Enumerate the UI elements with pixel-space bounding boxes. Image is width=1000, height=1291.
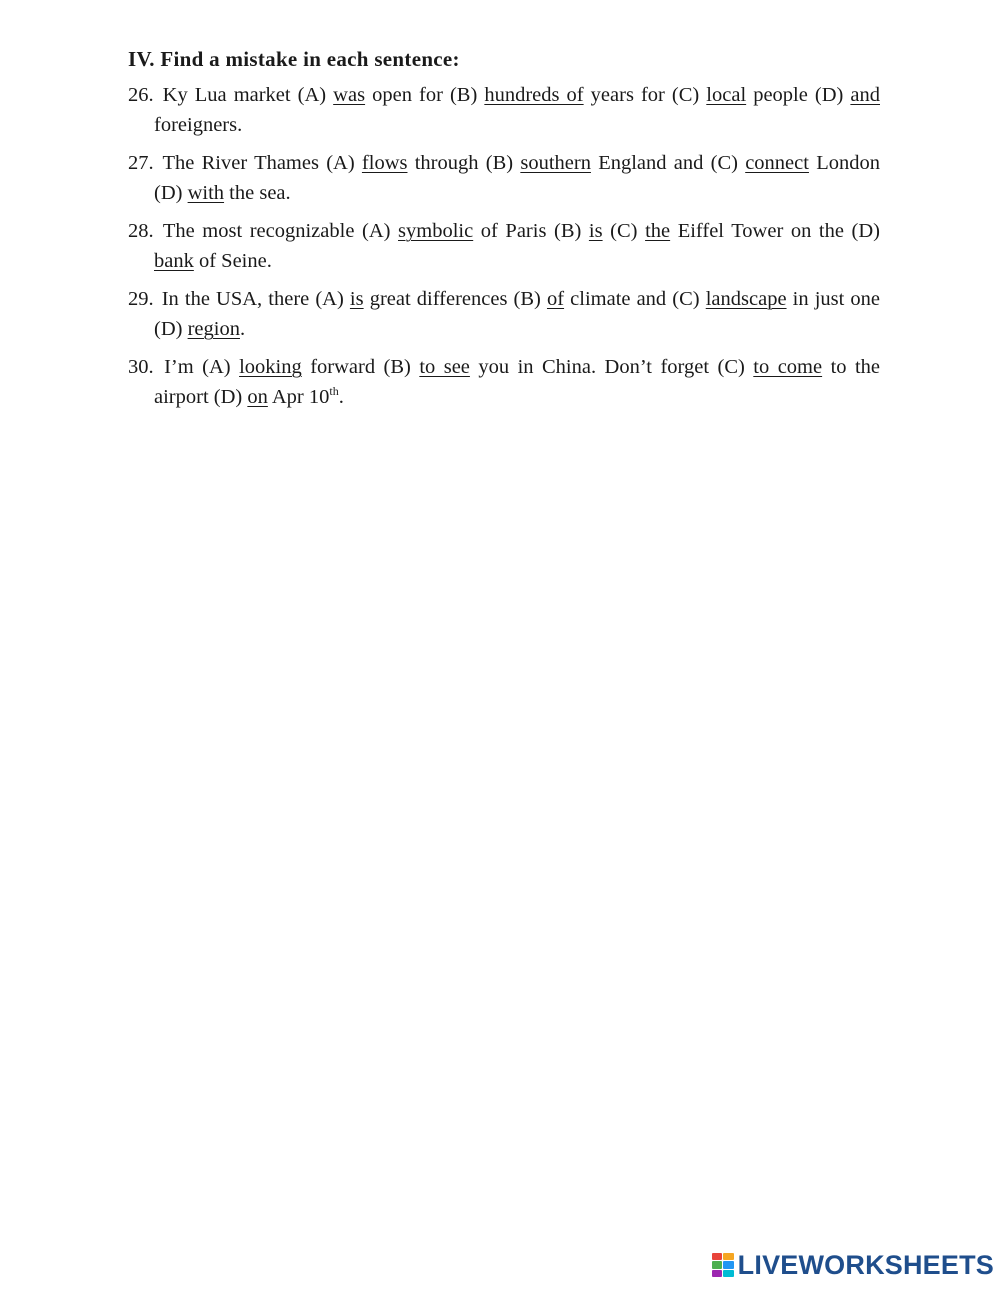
question-29 (128, 284, 880, 344)
sentence-text: forward (B) (301, 356, 420, 378)
sentence-text: Eiffel Tower on the (D) (670, 220, 880, 242)
sentence-text: you in China. Don’t forget (C) (469, 356, 754, 378)
sentence-text: The most recognizable (A) (162, 220, 399, 242)
sentence-text: Ky Lua market (A) (162, 84, 334, 106)
underlined-option: was (333, 84, 366, 106)
sentence-text: (C) (602, 220, 646, 242)
liveworksheets-logo (712, 1245, 994, 1285)
underlined-option: connect (745, 152, 809, 174)
sentence-text: great differences (B) (363, 288, 547, 310)
underlined-option: to come (753, 356, 823, 378)
underlined-option: with (187, 182, 225, 204)
logo-square (712, 1261, 723, 1268)
underlined-option: bank (154, 250, 194, 272)
sentence-text: of Seine. (193, 250, 272, 272)
sentence-text: to the airport (D) (154, 356, 881, 408)
question-number: 27. (128, 152, 154, 174)
underlined-option: is (349, 288, 364, 310)
liveworksheets-logo-icon (712, 1253, 734, 1277)
sentence-text: In the USA, there (A) (161, 288, 350, 310)
underlined-option: and (850, 84, 880, 106)
sentence-text: Apr 10 (267, 386, 330, 408)
sentence-text: The River Thames (A) (162, 152, 362, 174)
section-title: IV. Find a mistake in each sentence: (128, 47, 460, 71)
question-number: 28. (128, 220, 154, 242)
sentence-text: . (338, 386, 344, 408)
sentence-text: . (239, 318, 246, 340)
logo-text: LIVEWORKSHEETS (737, 1249, 994, 1280)
question-30 (128, 352, 880, 412)
sentence-text: climate and (C) (564, 288, 706, 310)
underlined-option: hundreds of (484, 84, 584, 106)
logo-square (712, 1253, 723, 1260)
underlined-option: southern (520, 152, 591, 174)
question-26 (128, 80, 880, 140)
underlined-option: landscape (705, 288, 787, 310)
sentence-text: England and (C) (590, 152, 746, 174)
underlined-option: the (645, 220, 671, 242)
underlined-option: is (588, 220, 603, 242)
question-number: 29. (128, 288, 154, 310)
question-28 (128, 216, 880, 276)
sentence-text: people (D) (746, 84, 851, 106)
logo-square (723, 1261, 734, 1268)
underlined-option: of (546, 288, 565, 310)
superscript: th (329, 384, 339, 399)
logo-square (723, 1270, 734, 1277)
worksheet (128, 44, 880, 420)
sentence-text: foreigners. (154, 114, 243, 136)
sentence-text: open for (B) (365, 84, 485, 106)
sentence-text: the sea. (224, 182, 291, 204)
question-list (128, 80, 880, 412)
underlined-option: symbolic (398, 220, 474, 242)
logo-square (723, 1253, 734, 1260)
logo-square (712, 1270, 723, 1277)
question-number: 30. (128, 356, 154, 378)
sentence-text: through (B) (407, 152, 521, 174)
underlined-option: region (187, 318, 240, 340)
question-number: 26. (128, 84, 154, 106)
underlined-option: on (247, 386, 268, 408)
sentence-text: of Paris (B) (473, 220, 589, 242)
sentence-text: I’m (A) (164, 356, 240, 378)
underlined-option: looking (239, 356, 302, 378)
underlined-option: local (706, 84, 747, 106)
underlined-option: flows (361, 152, 408, 174)
sentence-text: London (D) (154, 152, 880, 204)
question-27 (128, 148, 880, 208)
underlined-option: to see (419, 356, 470, 378)
sentence-text: in just one (D) (154, 288, 881, 340)
sentence-text: years for (C) (583, 84, 707, 106)
